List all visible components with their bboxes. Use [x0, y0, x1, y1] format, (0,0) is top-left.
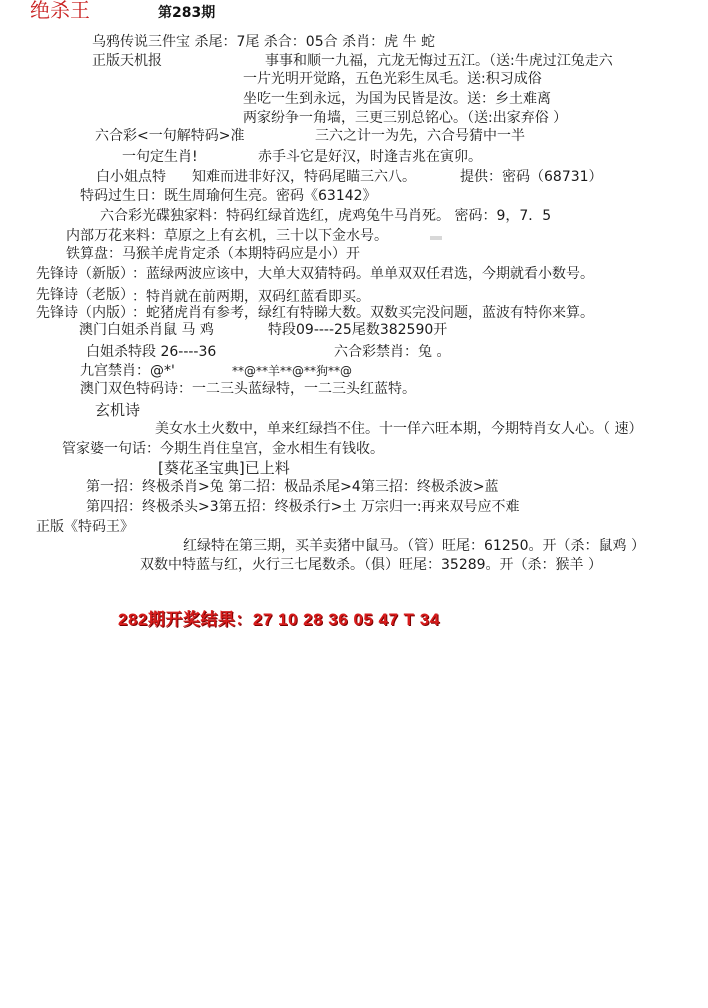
line-miss-bai-label: 白小姐点特 — [96, 169, 166, 185]
line-nine-palace-text: **@**羊**@**狗**@ — [232, 364, 353, 378]
line-birthday: 特码过生日：既生周瑜何生亮。密码《63142》 — [80, 188, 377, 204]
header-title: 绝杀王 — [30, 0, 90, 22]
line-nine-palace-label: 九宫禁肖：@*' — [80, 363, 175, 379]
line-forbidden-zodiac: 六合彩禁肖：兔 。 — [334, 344, 451, 360]
line-pioneer-inner-text: ：蛇猪虎肖有参考，绿红有特睇大数。双数买完没问题，蓝波有特你来算。 — [132, 305, 594, 321]
scan-smudge — [430, 230, 444, 244]
line-crow-legend: 乌鸦传说三件宝 杀尾：7尾 杀合：05合 杀肖：虎 牛 蛇 — [92, 34, 435, 50]
line-moves-4-5: 第四招：终极杀头>3第五招：终极杀行>土 万宗归一:再来双号应不难 — [86, 499, 520, 515]
line-pioneer-inner-label: 先锋诗（内版） — [36, 305, 134, 321]
line-internal-flowers: 内部万花来料：草原之上有玄机，三十以下金水号。 — [66, 228, 388, 244]
line-mystic-poem-label: 玄机诗 — [95, 401, 141, 419]
line-miss-bai-text: 知难而进非好汉，特码尾瞄三六八。 — [192, 169, 416, 185]
line-special-king-2: 双数中特蓝与红，火行三七尾数杀。（俱）旺尾：35289。开（杀：猴羊 ） — [140, 557, 602, 573]
line-macau-kill-zodiac: 澳门白姐杀肖鼠 马 鸡 — [79, 322, 214, 338]
line-mystic-poem-text: 美女水土火数中，单来红绿挡不住。十一佯六旺本期，今期特肖女人心。（ 速） — [155, 421, 643, 437]
line-miss-bai-code: 提供：密码（68731） — [460, 169, 603, 185]
line-disc-exclusive: 六合彩光碟独家料：特码红绿首选红，虎鸡兔牛马肖死。 密码：9，7．5 — [100, 208, 552, 224]
line-heaven-paper-label: 正版天机报 — [92, 53, 162, 69]
line-one-sentence-text: 三六之计一为先，六合号猜中一半 — [315, 128, 525, 144]
line-pioneer-new-label: 先锋诗（新版） — [36, 266, 134, 282]
draw-result: 282期开奖结果：27 10 28 36 05 47 T 34 — [118, 610, 440, 629]
line-poem-2: 一片光明开觉路，五色光彩生凤毛。送:积习成俗 — [243, 71, 542, 87]
line-one-sentence-label: 六合彩<一句解特码>准 — [95, 128, 245, 144]
line-pioneer-old-label: 先锋诗（老版） — [36, 287, 134, 303]
line-pioneer-old-text: ：特肖就在前两期，双码红蓝看即买。 — [132, 289, 370, 305]
line-zodiac-text: 赤手斗它是好汉，时逢吉兆在寅卯。 — [258, 149, 482, 165]
line-poem-3: 坐吃一生到永远，为国为民皆是汝。送：乡土难离 — [243, 91, 551, 107]
line-housekeeper: 管家婆一句话：今期生肖住皇宫，金水相生有钱收。 — [62, 441, 384, 457]
line-macau-segment: 特段09----25尾数382590开 — [268, 322, 448, 338]
header-issue: 第283期 — [158, 5, 216, 21]
line-macau-two-color: 澳门双色特码诗：一二三头蓝绿特，一二三头红蓝特。 — [80, 381, 416, 397]
line-special-king-label: 正版《特码王》 — [36, 519, 134, 535]
line-abacus: 铁算盘：马猴羊虎肯定杀（本期特码应是小）开 — [66, 246, 360, 262]
line-poem-1: 事事和顺一九福，亢龙无悔过五江。（送:牛虎过江兔走六 — [265, 53, 613, 69]
line-poem-4: 两家纷争一角墙，三更三别总铭心。（送:出家弃俗 ） — [243, 110, 568, 126]
line-kill-segment: 白姐杀特段 26----36 — [86, 344, 217, 360]
line-sunflower-label: [葵花圣宝典]已上料 — [158, 459, 290, 477]
line-moves-1-3: 第一招：终极杀肖>兔 第二招：极品杀尾>4第三招：终极杀波>蓝 — [86, 479, 499, 495]
line-special-king-1: 红绿特在第三期，买羊卖猪中鼠马。（管）旺尾：61250。开（杀：鼠鸡 ） — [183, 538, 645, 554]
line-zodiac-label: 一句定生肖! — [122, 149, 198, 165]
line-pioneer-new-text: ：蓝绿两波应该中，大单大双猜特码。单单双双任君选，今期就看小数号。 — [132, 266, 594, 282]
